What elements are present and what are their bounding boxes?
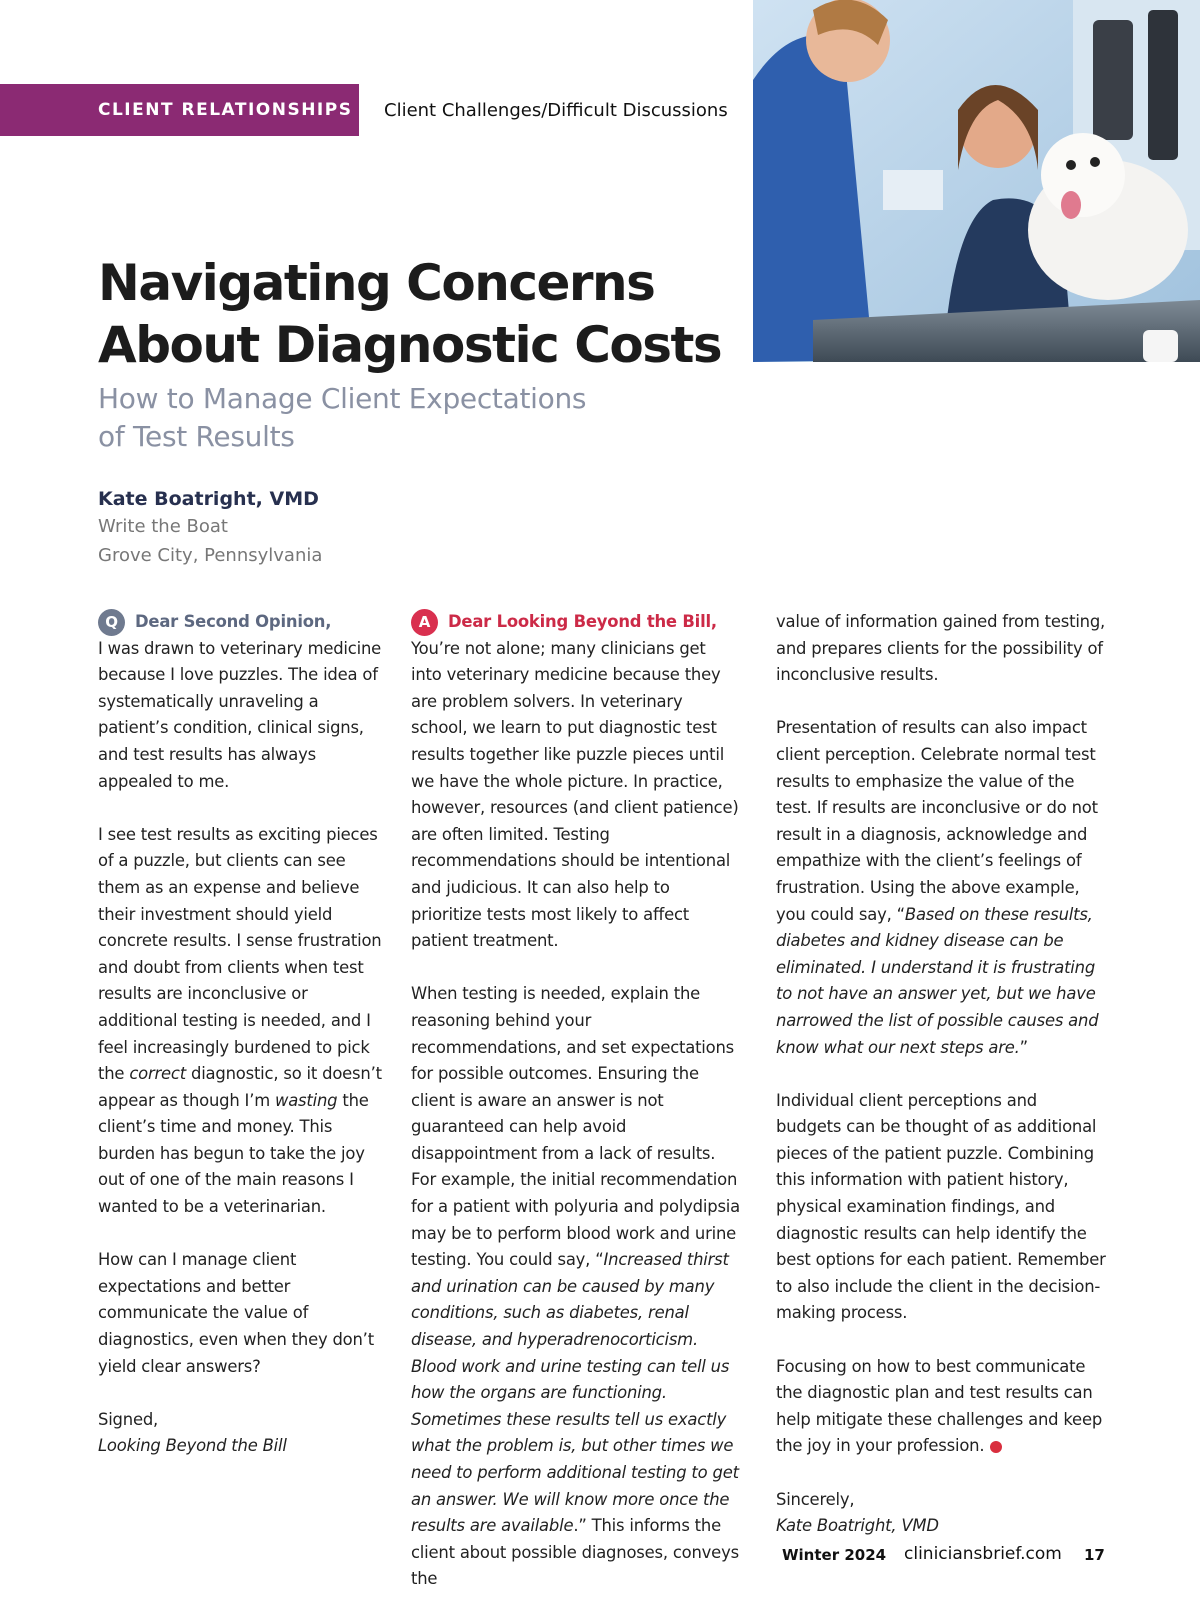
question-signature: Looking Beyond the Bill	[98, 1436, 287, 1456]
a-p3-quote: Based on these results, diabetes and kidney disease can be eliminated. I understand it is frustrating to not have an answer yet, but we have narrowed the list of possible causes and know what our next steps are.	[776, 904, 1099, 1057]
author-affiliation: Write the Boat	[98, 516, 228, 537]
answer-salutation-row	[411, 609, 741, 636]
answer-paragraph-4: Individual client perceptions and budgets can be thought of as additional pieces of the patient puzzle. Combining this information with patient history, physical examination findings, and diagnostic results can help identify the best options for each patient. Remember to also include the client in the decision-making process.	[776, 1090, 1106, 1323]
subtitle-line-1: How to Manage Client Expectations	[98, 382, 587, 415]
hero-photo	[753, 0, 1200, 362]
a-p3-start: Presentation of results can also impact client perception. Celebrate normal test results to emphasize the value of the test. If results are inconclusive or do not result in a diagnosis, acknowledge and empathize with the client’s feelings of frustration. Using the above example, you could say, “	[776, 718, 1098, 924]
a-p2-start: When testing is needed, explain the reasoning behind your recommendations, and set expectations for possible outcomes. Ensuring the client is aware an answer is not guaranteed can help avoid disappointment from a lack of results. For example, the initial recommendation for a patient with polyuria and polydipsia may be to perform blood work and urine testing. You could say, “	[411, 984, 740, 1270]
question-signoff: Signed,	[98, 1409, 159, 1429]
subtitle-line-2: of Test Results	[98, 420, 295, 453]
title-line-1: Navigating Concerns	[98, 254, 655, 312]
question-paragraph-2	[98, 822, 388, 1221]
answer-badge: A	[411, 609, 438, 636]
answer-paragraph-1: You’re not alone; many clinicians get into veterinary medicine because they are problem solvers. In veterinary school, we learn to put diagnostic test results together like puzzle pieces until we have the whole picture. In practice, however, resources (and client patience) are often limited. Testing recommendations should be intentional and judicious. It can also help to prioritize tests most likely to affect patient treatment.	[411, 638, 739, 951]
a-p2-end: .” This informs the client about possible diagnoses, conveys the	[411, 1516, 739, 1589]
page-number: 17	[1084, 1546, 1105, 1564]
end-of-article-dot-icon	[990, 1441, 1002, 1453]
answer-paragraph-2-cont: value of information gained from testing, and prepares clients for the possibility of inconclusive results.	[776, 612, 1106, 685]
a-p2-quote: Increased thirst and urination can be caused by many conditions, such as diabetes, renal disease, and hyperadrenocorticism. Blood work and urine testing can tell us how the organs are functioning. Sometimes these results tell us exactly what the problem is, but other times we need to perform additional testing to get an answer. We will know more once the results are available	[411, 1250, 739, 1536]
author-location: Grove City, Pennsylvania	[98, 545, 323, 566]
article-title	[98, 252, 738, 376]
a-p5-text: Focusing on how to best communicate the diagnostic plan and test results can help mitigate these challenges and keep the joy in your profession.	[776, 1356, 1103, 1456]
question-paragraph-1: I was drawn to veterinary medicine because I love puzzles. The idea of systematically unraveling a patient’s condition, clinical signs, and test results has always appealed to me.	[98, 638, 382, 791]
footer-issue: Winter 2024	[782, 1546, 887, 1564]
question-salutation: Dear Second Opinion,	[135, 612, 332, 631]
answer-column-continued	[776, 609, 1106, 1540]
q-p2-mid: diagnostic, so it doesn’t appear as though I’m	[98, 1064, 382, 1110]
footer-site-link[interactable]: cliniciansbrief.com	[904, 1544, 1062, 1564]
question-paragraph-3: How can I manage client expectations and better communicate the value of diagnostics, even when they don’t yield clear answers?	[98, 1250, 374, 1376]
answer-salutation: Dear Looking Beyond the Bill,	[448, 612, 717, 631]
answer-column	[411, 609, 741, 1593]
title-line-2: About Diagnostic Costs	[98, 316, 722, 374]
answer-signoff: Sincerely,	[776, 1489, 855, 1509]
q-p2-start: I see test results as exciting pieces of a puzzle, but clients can see them as an expense and believe their investment should yield concrete results. I sense frustration and doubt from clients when test results are inconclusive or additional testing is needed, and I feel increasingly burdened to pick the	[98, 824, 382, 1084]
answer-paragraph-3	[776, 715, 1106, 1061]
q-p2-em-wasting: wasting	[274, 1090, 338, 1110]
a-p3-end: ”	[1019, 1037, 1028, 1057]
question-column	[98, 609, 388, 1460]
author-block	[98, 486, 322, 570]
section-subtitle: Client Challenges/Difficult Discussions	[384, 100, 728, 121]
question-salutation-row	[98, 609, 388, 636]
answer-signature: Kate Boatright, VMD	[776, 1516, 939, 1536]
answer-paragraph-5	[776, 1354, 1106, 1460]
question-badge: Q	[98, 609, 125, 636]
q-p2-em-correct: correct	[129, 1064, 186, 1084]
page-footer	[0, 1540, 1200, 1570]
answer-paragraph-2	[411, 981, 741, 1593]
section-label: CLIENT RELATIONSHIPS	[0, 84, 359, 136]
article-subtitle	[98, 380, 618, 456]
author-name: Kate Boatright, VMD	[98, 488, 319, 510]
q-p2-end: the client’s time and money. This burden has begun to take the joy out of one of the main reasons I wanted to be a veterinarian.	[98, 1090, 369, 1217]
